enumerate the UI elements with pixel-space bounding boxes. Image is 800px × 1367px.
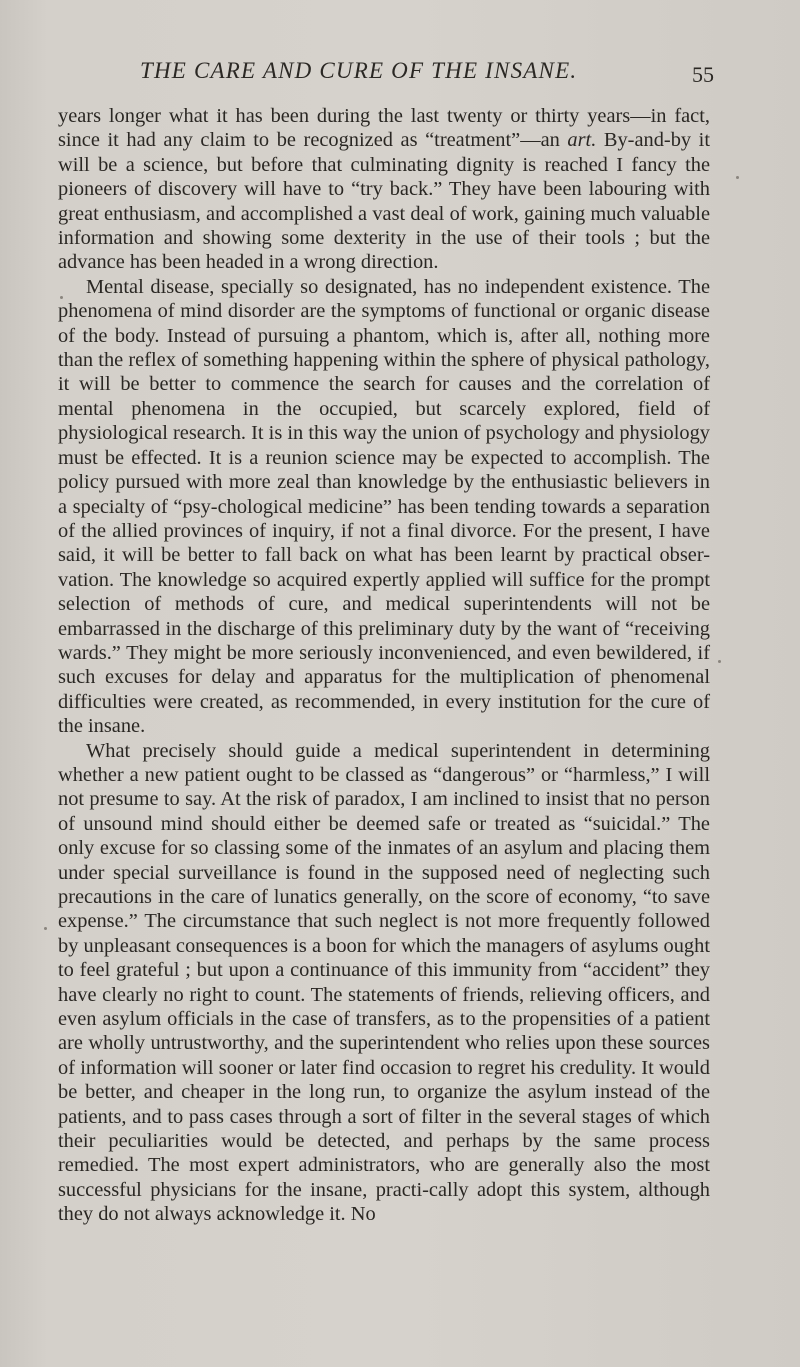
paragraph-continued (58, 104, 710, 275)
paragraph-mental-disease: Mental disease, specially so designated, has no independent existence. The phenomena of mind disorder are the symptoms of functional or organic disease of the body. Instead of pursuing a phantom, which is, after all, nothing more than the reflex of something happening within the sphere of physical pathology, it will be better to commence the search for causes and the correlation of mental phenomena in the occupied, but scarcely explored, field of physiological research. It is in this way the union of psychology and physiology must be effected. It is a reunion science may be expected to accomplish. The policy pursued with more zeal than knowledge by the enthusiastic believers in a specialty of “psy-chological medicine” has been tending towards a separation of the allied provinces of inquiry, if not a final divorce. For the present, I have said, it will be better to fall back on what has been learnt by practical obser-vation. The knowledge so acquired expertly applied will suffice for the prompt selection of methods of cure, and medical superintendents will not be embarrassed in the discharge of this preliminary duty by the want of “receiving wards.” They might be more seriously inconvenienced, and even bewildered, if such excuses for delay and apparatus for the multiplication of phenomenal difficulties were created, as recommended, in every institution for the cure of the insane. (58, 275, 710, 738)
paper-speck (60, 296, 63, 299)
page-number: 55 (692, 62, 714, 87)
paper-speck (44, 927, 47, 930)
body-text (58, 104, 710, 1227)
paragraph-1-text-after: By-and-by it will be a science, but before that culminating dignity is reached I fancy the pioneers of discovery will have to “try back.” They have been labouring with great enthusiasm, and accomplished a vast deal of work, gaining much valuable information and showing some dexterity in the use of their tools ; but the advance has been headed in a wrong direction. (58, 129, 710, 274)
paragraph-1-text-before: years longer what it has been during the last twenty or thirty years—in fact, since it had any claim to be recognized as “treatment”—an (58, 105, 710, 152)
paragraph-superintendent: What precisely should guide a medical superintendent in determining whether a new patient ought to be classed as “dangerous” or “harmless,” I will not presume to say. At the risk of paradox, I am inclined to insist that no person of unsound mind should either be deemed safe or treated as “suicidal.” The only excuse for so classing some of the inmates of an asylum and placing them under special surveillance is found in the supposed need of neglecting such precautions in the care of lunatics generally, on the score of economy, “to save expense.” The circumstance that such neglect is not more frequently followed by unpleasant consequences is a boon for which the managers of asylums ought to feel grateful ; but upon a continuance of this immunity from “accident” they have clearly no right to count. The statements of friends, relieving officers, and even asylum officials in the case of transfers, as to the propensities of a patient are wholly untrustworthy, and the superintendent who relies upon these sources of information will sooner or later find occasion to regret his credulity. It would be better, and cheaper in the long run, to organize the asylum instead of the patients, and to pass cases through a sort of filter in the several stages of which their peculiarities would be detected, and perhaps by the same process remedied. The most expert administrators, who are generally also the most successful physicians for the insane, practi-cally adopt this system, although they do not always acknowledge it. No (58, 739, 710, 1226)
running-title: THE CARE AND CURE OF THE INSANE. (140, 58, 578, 83)
page-header (60, 58, 714, 92)
paragraph-1-italic-word: art. (567, 129, 597, 152)
paper-speck (718, 660, 721, 663)
paper-speck (736, 176, 739, 179)
